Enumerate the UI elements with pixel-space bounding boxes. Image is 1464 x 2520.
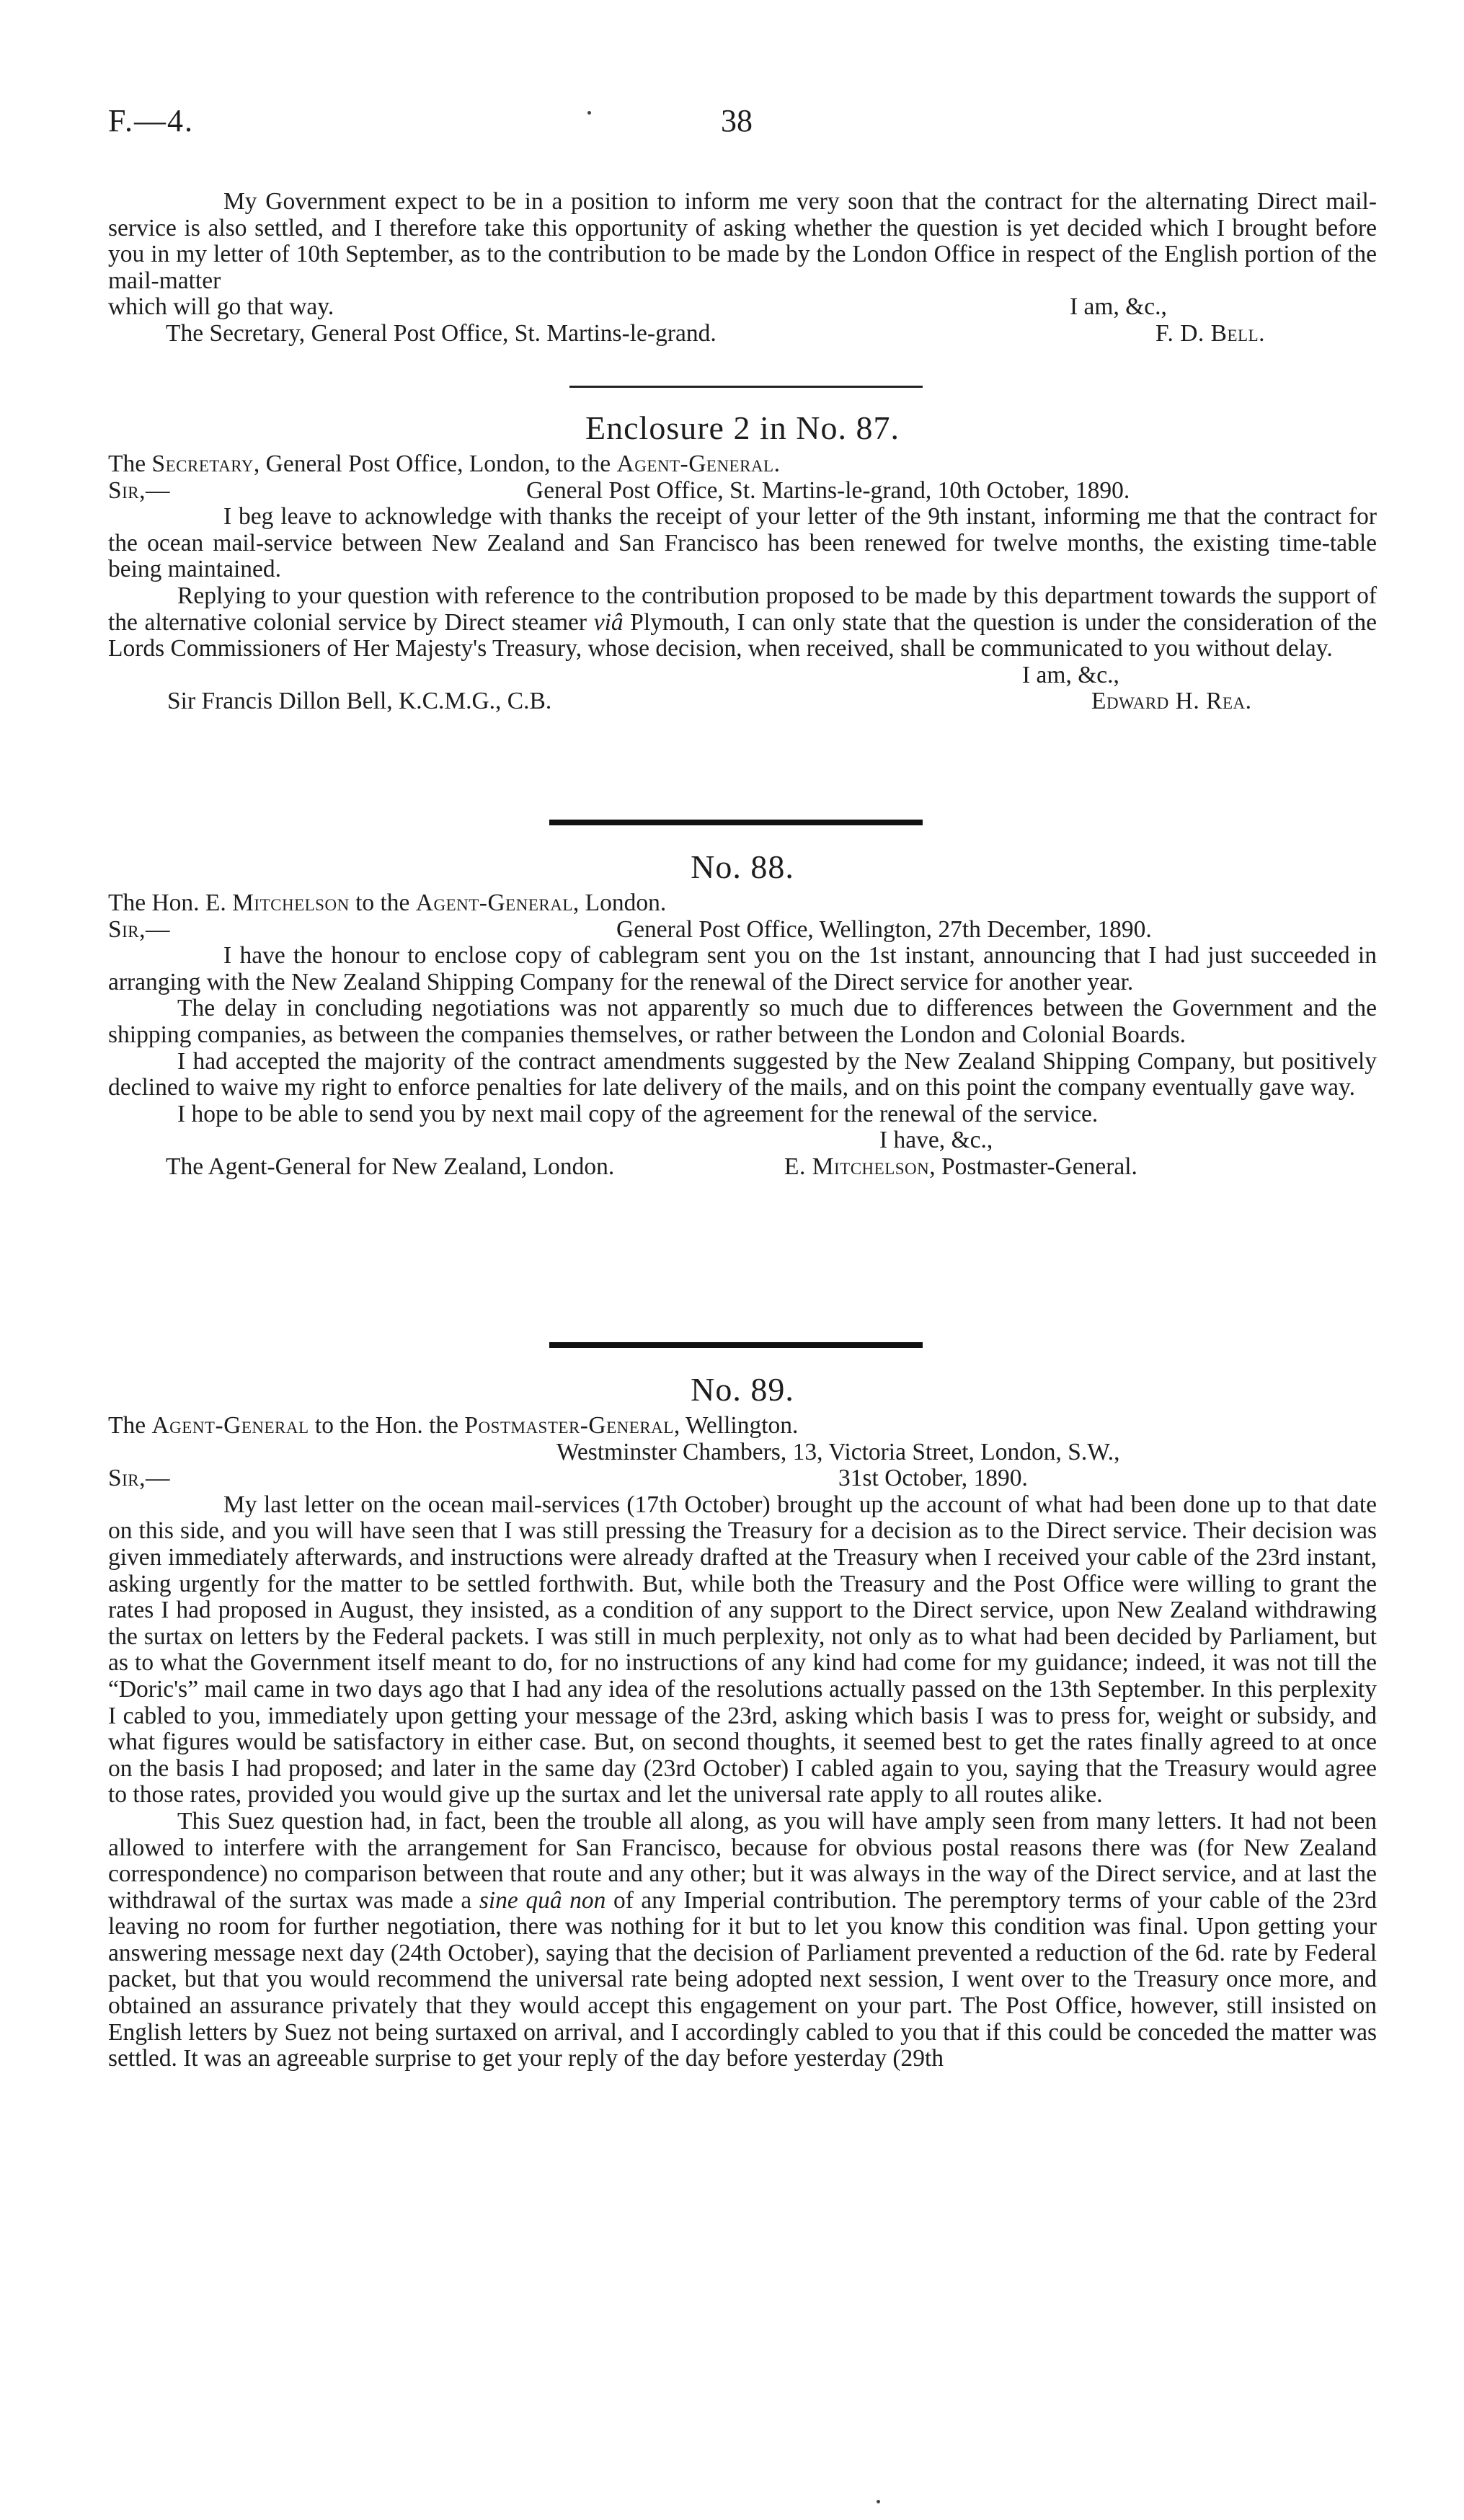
italic-word: viâ: [593, 608, 624, 636]
from-name: Secretary: [151, 451, 254, 477]
date: 31st October, 1890.: [838, 1465, 1028, 1492]
from-to-text: The: [108, 1412, 152, 1439]
signature-name: E. Mitchelson: [784, 1153, 930, 1180]
divider-rule-thick: [549, 1342, 923, 1348]
paragraph-text: This Suez question had, in fact, been the trouble all along, as you will have amply seen from many letters. It had not been allowed to interfere with the arrangement for San Francisco, because for obvious postal reasons there was (for New Zealand correspondence) no comparison between that route and any other; but it was always in the way of the Direct service, and at last the withdrawal of the surtax was made a: [108, 1807, 1377, 1914]
from-to-text: to the Hon. the: [309, 1412, 465, 1439]
closing: I am, &c.,: [1022, 661, 1119, 688]
paragraph-text: Replying to your question with reference to the contribution proposed to be made by this department towards the support of the alternative colonial service by Direct steamer: [108, 582, 1377, 636]
divider-rule: [569, 386, 923, 388]
letter-88-title: No. 88.: [691, 848, 794, 885]
enclosure-2-paragraph-2: [108, 583, 1377, 662]
letter-88-paragraph-2: The delay in concluding negotiations was not apparently so much due to differences between the Government and the shipping companies, as between the companies themselves, or rather between the London and Colonial Boards.: [108, 995, 1377, 1048]
signature: [784, 1154, 1137, 1181]
enclosure-2-title: Enclosure 2 in No. 87.: [585, 409, 900, 446]
letter-89-salutation-row: [108, 1465, 1377, 1492]
to-name: Postmaster-General: [464, 1412, 674, 1439]
to-name: Agent-General: [415, 889, 573, 916]
divider-rule-thick: [549, 820, 923, 825]
intro-closing-row: [108, 294, 1377, 321]
salutation: Sir,—: [108, 915, 171, 943]
intro-closing: I am, &c.,: [1070, 293, 1167, 321]
from-to-text: , London.: [572, 889, 667, 916]
paragraph-text: Plymouth, I can only state that the question is under the consideration of the Lords Commissioners of Her Majesty's Treasury, whose decision, when received, shall be communicated to you without delay.: [108, 608, 1377, 662]
enclosure-2-signoff-row: [108, 688, 1377, 715]
letter-89-paragraph-2: [108, 1809, 1377, 2072]
letter-89-title: No. 89.: [691, 1371, 794, 1408]
intro-signoff-row: [108, 321, 1377, 347]
from-to-text: The: [108, 451, 152, 477]
letter-88-from-to: [108, 890, 1377, 917]
enclosure-2-salutation-row: [108, 478, 1377, 505]
print-speck: [587, 111, 591, 115]
enclosure-2-from-to: [108, 451, 1377, 478]
letter-89-section: [108, 1370, 1377, 2072]
letter-88-signoff-row: [108, 1154, 1377, 1181]
letter-88-paragraph-1: I have the honour to enclose copy of cablegram sent you on the 1st instant, announcing that I had just succeeded in arranging with the New Zealand Shipping Company for the renewal of the Direct service for another year.: [108, 942, 1377, 995]
address: Westminster Chambers, 13, Victoria Street, London, S.W.,: [556, 1438, 1120, 1465]
intro-letter: [108, 189, 1377, 347]
letter-88-salutation-row: [108, 917, 1377, 944]
italic-phrase: sine quâ non: [479, 1886, 606, 1914]
paragraph-text: of any Imperial contribution. The peremptory terms of your cable of the 23rd leaving no room for further negotiation, there was nothing for it but to let you know this condition was final. Upon getting your answering message next day (24th October), saying that the decision of Parliament prevented a reduction of the 6d. rate by Federal packet, but that you would recommend the universal rate being adopted next session, I went over to the Treasury once more, and obtained an assurance privately that they would accept this engagement on your part. The Post Office, however, still insisted on English letters by Suez not being surtaxed on arrival, and I accordingly cabled to you that if this could be conceded the matter was settled. It was an agreeable surprise to get your reply of the day before yesterday (29th: [108, 1886, 1378, 2072]
page-header: [0, 103, 1464, 151]
recipient: The Agent-General for New Zealand, London.: [166, 1153, 615, 1180]
from-to-text: , Wellington.: [673, 1412, 799, 1439]
from-to-text: .: [773, 451, 780, 477]
letter-89-paragraph-1: My last letter on the ocean mail-services (17th October) brought up the account of what had been done up to that date on this side, and you will have seen that I was still pressing the Treasury for a decision as to the Direct service. Their decision was given immediately afterwards, and instructions were already drafted at the Treasury when I received your cable of the 23rd instant, asking urgently for the matter to be settled forthwith. But, while both the Treasury and the Post Office were willing to grant the rates I had proposed in August, they insisted, as a condition of any support to the Direct service, upon New Zealand withdrawing the surtax on letters by the Federal packets. I was still in much perplexity, not only as to what had been decided by Parliament, but as to what the Government itself meant to do, for no instructions of any kind had come for my guidance; indeed, it was not till the “Doric's” mail came in two days ago that I had any idea of the resolutions actually passed on the 13th September. In this perplexity I cabled to you, immediately upon getting your message of the 23rd, asking which basis I was to press for, weight or subsidy, and what figures would be satisfactory in either case. But, on second thoughts, it seemed best to get the rates finally agreed to at once on the basis I had proposed; and later in the same day (23rd October) I cabled again to you, saying that the Treasury would agree to those rates, provided you would give up the surtax and let the universal rate apply to all routes alike.: [108, 1491, 1377, 1809]
print-speck: [877, 2500, 880, 2503]
page-reference: F.—4.: [108, 103, 194, 138]
closing: I have, &c.,: [879, 1127, 993, 1154]
signature: Edward H. Rea.: [1091, 688, 1252, 715]
from-to-text: , General Post Office, London, to the: [253, 451, 617, 477]
enclosure-2-paragraph-1: I beg leave to acknowledge with thanks the receipt of your letter of the 9th instant, informing me that the contract for the ocean mail-service between New Zealand and San Francisco has been renewed for twelve months, the existing time-table being maintained.: [108, 503, 1377, 583]
intro-recipient: The Secretary, General Post Office, St. Martins-le-grand.: [166, 319, 717, 347]
intro-signature: F. D. Bell.: [1155, 319, 1266, 347]
letter-89-address-row: [108, 1439, 1377, 1466]
enclosure-2-section: [108, 408, 1377, 715]
enclosure-2-closing-row: [108, 662, 1377, 689]
from-to-text: to the: [349, 889, 416, 916]
recipient: Sir Francis Dillon Bell, K.C.M.G., C.B.: [167, 688, 552, 715]
from-name: Mitchelson: [232, 889, 350, 916]
signature-title: , Postmaster-General.: [929, 1153, 1137, 1180]
address-date: General Post Office, St. Martins-le-grand, 10th October, 1890.: [526, 476, 1130, 504]
letter-89-from-to: [108, 1413, 1377, 1439]
from-name: Agent-General: [151, 1412, 309, 1439]
letter-88-section: [108, 847, 1377, 1181]
to-name: Agent-General: [616, 451, 774, 477]
address-date: General Post Office, Wellington, 27th December, 1890.: [616, 915, 1152, 943]
intro-body: My Government expect to be in a position to inform me very soon that the contract for the alternating Direct mail-service is also settled, and I therefore take this opportunity of asking whether the question is yet decided which I brought before you in my letter of 10th September, as to the contribution to be made by the London Office in respect of the English portion of the mail-matter: [108, 188, 1377, 294]
salutation: Sir,—: [108, 1465, 171, 1492]
salutation: Sir,—: [108, 476, 171, 504]
from-to-text: The Hon. E.: [108, 889, 233, 916]
letter-88-paragraph-4: I hope to be able to send you by next mail copy of the agreement for the renewal of the service.: [177, 1100, 1099, 1127]
letter-88-paragraph-3: I had accepted the majority of the contract amendments suggested by the New Zealand Shipping Company, but positively declined to waive my right to enforce penalties for late delivery of the mails, and on this point the company eventually gave way.: [108, 1047, 1377, 1101]
page-number: 38: [721, 103, 753, 138]
intro-last-line: which will go that way.: [108, 293, 334, 321]
letter-88-closing-row: [108, 1127, 1377, 1154]
